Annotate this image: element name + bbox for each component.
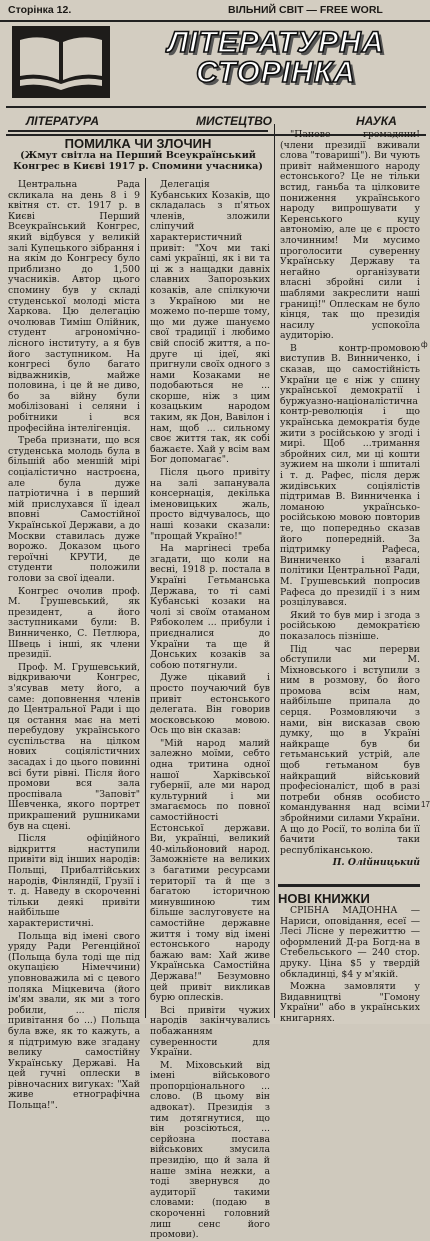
article-column-3 (280, 130, 420, 874)
new-books-heading: НОВІ КНИЖКИ (278, 884, 420, 906)
paragraph: Делегація Кубанських Козаків, що складалась з п'ятьох членів, зложили сліпучий характеристичний привіт: "Хоч ми такі самі українці, як і ви та ці ж з нащадки давніх славних Запорозьких козаків, але спілкуючи з Україною ми не можемо по-перше тому, що ми дуже шануємо свої традиції і любимо свій спосіб життя, а по-друге ці ідеї, які пригнули своїх одного з нами Козаками не подобаються не ... скорше, ніж з цим козацьким народом таким, як Дон, Вавілон і нам, щоб ... сильному своє життя так, як собі бажаєте. Хай у всім вам Бог допомагає". (150, 179, 270, 466)
book-order-info: Можна замовляти у Видавництві "Гомону України" або в українських книгарнях. (280, 981, 420, 1024)
paragraph: Центральна Рада скликала на день 8 і 9 квітня ст. ст. 1917 р. в Києві Перший Всеукраїнський Конгрес, який відбувся у великій залі Купецького зібрання і на якім до Конгресу було приблизно до 1,500 учасників. Автор цього спомину був у складі студенської молоді міста Харкова. Цю делегацію очолював Тиміш Олійник, студент агрономічно-лісного інституту, а я був його заступником. На конгресі було багато відважників, майже половина, і це й не диво, бо за війну були мобілізовані і селяни і робітники і вся професійна інтелігенція. (8, 179, 141, 434)
section-title-line1: ЛІТЕРАТУРНА (167, 26, 385, 59)
newspaper-name: ВІЛЬНИЙ СВІТ — FREE WORL (228, 4, 383, 16)
column-divider (145, 178, 146, 1018)
paragraph: Проф. М. Грушевський, відкриваючи Конгрес, з'ясував мету його, а саме: доповнення членів до Центральної Ради і що ця остання має на меті перебудову українського суспільства на цілком нових соціялістичних засадах і до цього повинні всі бути рівні. Після його промови вся зала проспівала "Заповіт" Шевченка, якого портрет прикрашений рушниками був на сцені. (8, 661, 140, 832)
rubric-literature: ЛІТЕРАТУРА (26, 114, 99, 128)
rubric-science: НАУКА (356, 114, 397, 128)
open-book-icon (12, 26, 110, 98)
paragraph: Польща від імені свого уряду Ради Регенційної (Польща була тоді ще під окупацією Німеччини) уповноважила мі с цевого поляка Міцкевича (його ім'ям звали, як ми з того робили, ... після привітання бо ...) Польща була вже, як то кажуть, а я підтримую вже згадану велику самостійну Українську Державі. На цей гучні оплески в рівночасних вигуках: "Хай живе етнографічна Польща!". (8, 930, 140, 1112)
edge-fragment: 17 (421, 800, 430, 809)
paragraph: Конгрес очолив проф. М. Грушевський, як президент, а його заступниками були: В. Винниченко, С. Петлюра, Швець і інші, як члени президії. (8, 585, 140, 661)
paragraph: "Панове громадяни! (члени президії вживали слова "товариші"). Ви чують привіт найменшого народу естонського? Це не тільки встид, ганьба та цілковите пониження українського народу випрошувати у Керенського куцу автономію, але це є просто злочинним! Ми мусимо проголосити суверенну Українську Державу та негайно організувати власні збройні сили і шаблями закреслити наші границі!" Оплескам не було кінця, так що президія насилу успокоїла аудиторію. (280, 129, 420, 342)
paragraph: Треба признати, що вся студенська молодь була в більшій або меншій мірі соціалістично настроєна, але була дуже патріотична і в перший мій прислухався її ідеал вповні Самостійної Української Держави, а до Москви ставилась дуже ворожо. Доказом цього героїчні КРУТИ, де студенти положили голови за свої ідеали. (8, 435, 140, 584)
section-masthead (6, 22, 420, 128)
running-header (0, 0, 430, 22)
paragraph: "Мій народ малий залежно моїми, себто одна тритина одної нашої Харківської губернії, але ми народ культурний і ми змагаємось по повної самостійності Естонської держави. Ви, українці, великий 40-мільйоновий народ. Заможнієте на великих з багатими ресурсами території та й ще з багатою історичною минувшиною тим більше заслуговуєте на самостійне державне життя і тому від імені естонського народу бажаю вам: Хай живе Українська Самостійна Держава!" Безумовно цей привіт викликав бурю оплесків. (150, 737, 270, 1004)
page-number: Сторінка 12. (8, 4, 72, 16)
column-divider (274, 124, 275, 1018)
new-books-column (280, 906, 420, 1022)
article-subtitle: (Жмут світла на Перший Всеукраїнський Конгрес в Києві 1917 р. Спомини учасника) (13, 150, 263, 172)
paragraph: На маргінесі треба згадати, що коли на весні, 1918 р. постала в Україні Гетьманська Держава, то ті самі Кубанські козаки на чолі зі своїм отаманом Рябоколем ... прибули і приєдналися до України та ще й Донських козаків за собою потягнули. (150, 543, 270, 671)
paragraph: Після офіційного відкриття наступили привіти від інших народів: Польщі, Прибалтійських народів, Фінляндії, Грузії і т. д. Наведу в скороченні тільки деякі привіти найбільше характеристичні. (8, 833, 140, 929)
article-column-1 (8, 179, 141, 1112)
paragraph: М. Міховський від імені військового пропорціонального ... слово. (В цьому він адвокат). Президія з тим дотягнутися, що він розсіються, ... серйозна постава військових змусила президію, що й зала й наше зміна нежки, а тоді звернувся до аудиторії такими словами: (подаю в скороченні головний лиш сенс його промови). (150, 1059, 270, 1241)
section-title (146, 28, 406, 88)
rubric-art: МИСТЕЦТВО (196, 114, 272, 128)
article-author: П. Олійницький (332, 857, 420, 869)
edge-fragment: ф (421, 340, 428, 349)
paragraph: Який то був мир і згода з російською демократією показалось пізніше. (280, 609, 420, 642)
paragraph: Після цього привіту на залі запанувала консернація, декілька іменовицьких жаль, просто відчувалось, що наші козаки сказали: "прощай Україно!" (150, 467, 270, 542)
book-notice: СРІБНА МАДОННА — Нариси, оповідання, есеї — Лесі Лісне у пережиттю — оформлений Д-ра Богд-на в Стебельського — 240 стор. друку. Ціна $5 у твердій обкладинці, $4 у м'якій. (280, 905, 420, 980)
section-title-line2: СТОРІНКА (196, 56, 356, 89)
article-column-2 (150, 179, 270, 1241)
paragraph: Дуже цікавий і просто поучаючий був привіт естонського делегата. Він говорив московською мовою. Ось що він сказав: (150, 672, 270, 737)
paragraph: В контр-промовою виступив В. Винниченко, і сказав, що самостійність України це є ніж у спину української демократії і буржуазно-націоналістична контр-революція і що українська демократія буде жити з російською у згоді і мирі. Щоб ...тримання збройних сил, ми ці кошти зужием на школи і шпиталі і т. д. Рафес, після держ жидівських соціялістів підтримав В. Винниченка і ломаною українсько-російською мовою повторив те, що попередньо сказав його попередній. За підтримку Рафеса, Винниченко і взагалі політики Центральної Ради, М. Грушевський попросив Рафеса до президії і з ним розцілувався. (280, 342, 420, 609)
article-title: ПОМИЛКА ЧИ ЗЛОЧИН (8, 130, 268, 151)
paragraph: Всі привіти чужих народів закінчувались побажанням суверенности для України. (150, 1004, 270, 1059)
paragraph: Під час перерви обступили ми М. Міхновського і вступили з ним в розмову, бо його промова всім нам, найбільше припала до серця. Розмовляючи з нами, він висказав свою думку, що в Україні найкраще був би гетьманський устрій, але щоб гетьманом був найкращий військовий професіоналіст, щоб в разі потреби обняв особисто командування над всіми збройними силами України. А що до Росії, то воліла би її бачити таки республіканською. (280, 643, 420, 856)
